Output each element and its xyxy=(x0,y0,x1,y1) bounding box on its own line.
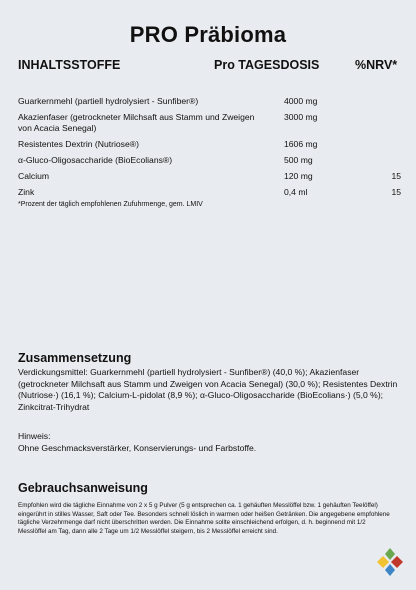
nrv-footnote: *Prozent der täglich empfohlenen Zufuhrmenge, gem. LMIV xyxy=(18,201,203,208)
brand-diamond-logo-icon xyxy=(376,548,404,576)
logo-left-diamond xyxy=(377,556,389,568)
ingredient-amount: 0,4 ml xyxy=(284,187,308,197)
page-title: PRO Präbioma xyxy=(129,22,287,47)
composition-text: Verdickungsmittel: Guarkernmehl (partiell hydrolysiert - Sunfiber®) (40,0 %); Akazienfaser (getrockneter Milchsaft aus Stamm und Zweigen von Acacia Senegal) (30,0 %); Resistentes Dextrin (Nutriose·) (16,1 %); Calcium-L-pidolat (8,9 %); α-Gluco-Oligosaccharide (BioEcolians·) (5,0 %); Zinkcitrat-Trihydrat xyxy=(18,367,398,412)
ingredient-amount: 3000 mg xyxy=(284,112,318,122)
ingredient-name: Guarkernmehl (partiell hydrolysiert - Sunfiber®) xyxy=(18,96,199,106)
composition-heading: Zusammensetzung xyxy=(18,351,132,365)
usage-heading: Gebrauchsanweisung xyxy=(18,481,148,495)
usage-text: Empfohlen wird die tägliche Einnahme von 2 x 5 g Pulver (5 g entsprechen ca. 1 gehäuften Messlöffel bzw. 1 gehäuften Teelöffel) eingerührt in stilles Wasser, Saft oder Tee. Besonders schnell löslich in warmen oder heißen Getränken. Die angegebene empfohlene tägliche Verzehrmenge darf nicht überschritten werden. Die Einnahme sollte einschleichend erfolgen, d. h. beginnend mit 1/2 Messlöffel am Tag, dann alle 2 Tage um 1/2 Messlöffel steigern, bis 2 Messlöffel erreicht sind. xyxy=(18,502,390,535)
ingredient-name: Zink xyxy=(18,187,35,197)
ingredient-amount: 120 mg xyxy=(284,171,313,181)
logo-top-diamond xyxy=(385,548,395,560)
dose-header: Pro TAGESDOSIS xyxy=(214,58,320,72)
ingredient-amount: 1606 mg xyxy=(284,139,318,149)
hint-label: Hinweis: xyxy=(18,431,51,441)
ingredient-name: Akazienfaser (getrockneter Milchsaft aus Stamm und Zweigen von Acacia Senegal) xyxy=(18,112,255,133)
logo-right-diamond xyxy=(391,556,403,568)
ingredient-name: Resistentes Dextrin (Nutriose®) xyxy=(18,139,139,149)
hint-text: Ohne Geschmacksverstärker, Konservierungs- und Farbstoffe. xyxy=(18,443,257,453)
ingredients-header: INHALTSSTOFFE xyxy=(18,58,121,72)
logo-bottom-diamond xyxy=(385,564,395,576)
ingredient-name: α-Gluco-Oligosaccharide (BioEcolians®) xyxy=(18,155,173,165)
ingredient-amount: 500 mg xyxy=(284,155,313,165)
ingredient-nrv: 15 xyxy=(391,171,401,181)
ingredient-name: Calcium xyxy=(18,171,50,181)
nrv-header: %NRV* xyxy=(355,58,398,72)
ingredient-nrv: 15 xyxy=(391,187,401,197)
ingredient-amount: 4000 mg xyxy=(284,96,318,106)
